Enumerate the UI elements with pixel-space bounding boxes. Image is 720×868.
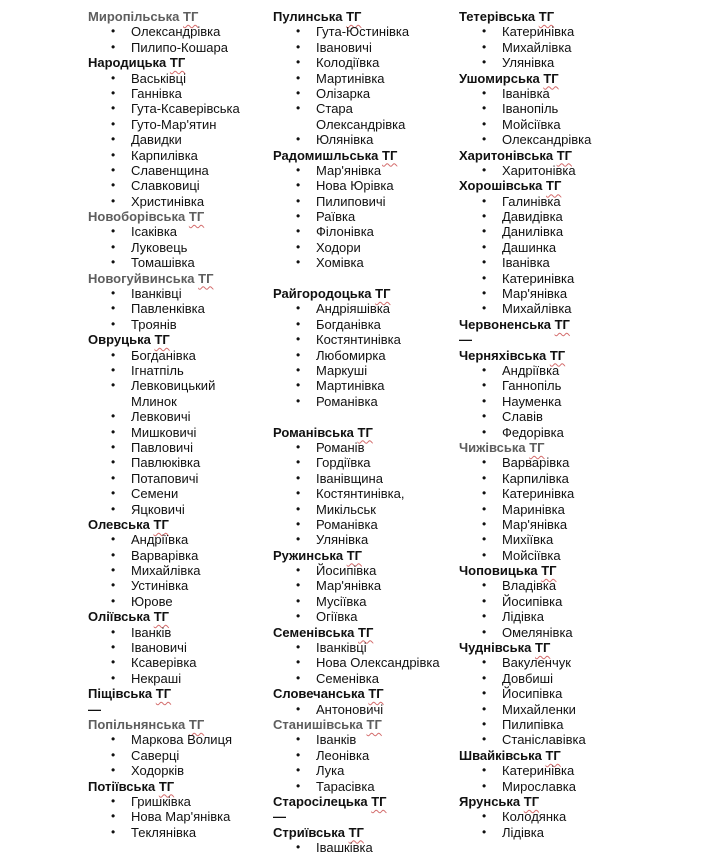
community-tg-label: ТГ [375,286,391,302]
community-tg-label: ТГ [169,55,186,71]
village-item: • Мишковичі [88,425,273,440]
village-item: • Івановичі [88,640,273,655]
village-item: • Карпилівка [88,148,273,163]
village-item: • Костянтинівка [273,332,458,347]
community-name: Новогуйвинська [88,270,195,286]
column-2 [273,9,458,855]
community-heading [459,178,659,193]
village-item: • Ходори [273,240,458,255]
village-item: • Омелянівка [459,625,659,640]
community-heading [88,779,273,794]
village-item: • Христинівка [88,194,273,209]
community-name: Оліївська [88,609,151,625]
village-item: • Славів [459,409,659,424]
community-heading [88,271,273,286]
community-tg-label: ТГ [371,793,387,809]
village-item: • Гордіївка [273,455,458,470]
village-item: • Давидівка [459,209,659,224]
community-name: Радомишльська [273,147,379,163]
community-name: Семенівська [273,624,355,640]
village-item: • Галинівка [459,194,659,209]
village-item: • Семени [88,486,273,501]
community-name: Швайківська [459,747,542,763]
community-tg-label: ТГ [198,270,214,286]
community-tg-label: ТГ [357,424,373,440]
village-item: • Михайлівка [459,40,659,55]
village-item: • Мартинівка [273,378,458,393]
community-heading [88,517,273,532]
community-tg-label: ТГ [188,716,205,732]
column-3 [459,9,659,840]
village-item: • Семенівка [273,671,458,686]
community-name: Райгородоцька [273,286,372,302]
village-item: • Некраші [88,671,273,686]
community-name: Ярунська [459,793,521,809]
community-heading [88,686,273,701]
village-item: • Улянівка [273,532,458,547]
community-heading [273,794,458,809]
village-item: • Філонівка [273,224,458,239]
community-heading [88,717,273,732]
village-item: • Стара [273,101,458,116]
village-item: • Федорівка [459,425,659,440]
community-tg-label: ТГ [543,70,559,86]
village-item: • Нова Юрівка [273,178,458,193]
village-item: • Романів [273,440,458,455]
community-name: Старосілецька [273,793,368,809]
village-item: • Микільськ [273,502,458,517]
community-heading [459,563,659,578]
community-tg-label: ТГ [523,793,540,809]
community-tg-label: ТГ [545,747,561,763]
community-tg-label: ТГ [346,9,362,24]
village-item: • Михайлівка [459,301,659,316]
community-name: Чоповицька [459,563,538,579]
village-item: • Гута-Ксаверівська [88,101,273,116]
community-name: Попільнянська [88,716,186,732]
village-item: • Павленківка [88,301,273,316]
village-item: • Олізарка [273,86,458,101]
community-tg-label: ТГ [546,178,562,194]
village-item: • Катеринівка [459,763,659,778]
village-item: • Довбиші [459,671,659,686]
village-item: • Пилипівка [459,717,659,732]
community-name: Станишівська [273,716,363,732]
village-item: • Троянів [88,317,273,332]
village-item: • Дашинка [459,240,659,255]
village-item: • Левковичі [88,409,273,424]
community-tg-label: ТГ [554,316,570,332]
community-tg-label: ТГ [368,686,384,702]
community-heading [459,748,659,763]
community-tg-label: ТГ [538,9,555,24]
community-heading [459,9,659,24]
village-item: • Андріївка [88,532,273,547]
village-item: • Антоновичі [273,702,458,717]
community-tg-label: ТГ [346,547,363,563]
village-item: • Карпилівка [459,471,659,486]
village-item: • Мартинівка [273,71,458,86]
village-item: • Нова Олександрівка [273,655,458,670]
village-item: • Іванків [273,732,458,747]
village-item: • Нова Мар'янівка [88,809,273,824]
village-item: • Михіївка [459,532,659,547]
community-heading [88,209,273,224]
community-heading [88,609,273,624]
village-item: • Харитонівка [459,163,659,178]
village-item: • Станіславівка [459,732,659,747]
village-item: • Іванівка [459,255,659,270]
community-heading [273,625,458,640]
empty-dash: — [459,332,472,348]
community-tg-label: ТГ [541,563,557,579]
community-heading [88,55,273,70]
village-item: • Мойсіївка [459,548,659,563]
community-name: Черняхівська [459,347,547,363]
empty-dash: — [273,809,286,825]
village-item: • Мар'янівка [459,286,659,301]
community-heading [273,425,458,440]
village-item: • Давидки [88,132,273,147]
village-item: • Івановичі [273,40,458,55]
village-item: • Михайлівка [88,563,273,578]
community-tg-label: ТГ [549,347,566,363]
village-item: • Саверці [88,748,273,763]
village-item-continuation: Млинок [131,393,177,409]
village-item: • Костянтинівка, [273,486,458,501]
village-item: • Колодіївка [273,55,458,70]
village-item: • Іванопіль [459,101,659,116]
village-item: • Лука [273,763,458,778]
village-item: • Гуто-Мар'ятин [88,117,273,132]
empty-dash: — [88,701,101,717]
community-name: Овруцька [88,332,151,348]
village-item: • Павловичі [88,440,273,455]
village-item: • Іванківці [88,286,273,301]
village-item: • Йосипівка [459,594,659,609]
community-name: Романівська [273,424,354,440]
village-item: • Васьківці [88,71,273,86]
community-name: Стриївська [273,824,345,840]
community-heading [273,686,458,701]
community-tg-label: ТГ [382,147,398,163]
village-item: • Лідівка [459,825,659,840]
village-item: • Лідівка [459,609,659,624]
community-tg-label: ТГ [188,209,205,225]
village-item: • Данилівка [459,224,659,239]
village-item: • Леонівка [273,748,458,763]
village-item: • Богданівка [88,348,273,363]
community-heading [273,9,458,24]
village-item: • Мар'янівка [459,517,659,532]
village-item: • Луковець [88,240,273,255]
village-item: • Теклянівка [88,825,273,840]
community-heading [459,317,659,332]
community-heading [459,71,659,86]
village-item: • Романівка [273,394,458,409]
village-item: • Романівка [273,517,458,532]
community-name: Червоненська [459,316,551,332]
village-item: • Науменка [459,394,659,409]
community-name: Ушомирська [459,70,540,86]
village-item: • Павлюківка [88,455,273,470]
community-tg-label: ТГ [556,147,572,163]
village-item: • Катеринівка [459,486,659,501]
community-heading [459,148,659,163]
community-heading [459,348,659,363]
community-heading [273,548,458,563]
community-tg-label: ТГ [153,609,170,625]
village-item: • Славковиці [88,178,273,193]
village-item: • Мар'янівка [273,578,458,593]
village-item: • Устинівка [88,578,273,593]
community-heading [273,717,458,732]
community-name: Словечанська [273,686,365,702]
village-item: • Вакуленчук [459,655,659,670]
community-heading [273,825,458,840]
community-name: Чуднівська [459,640,532,656]
village-item: • Михайленки [459,702,659,717]
village-item: • Огіївка [273,609,458,624]
community-tg-label: ТГ [348,824,364,840]
community-name: Новоборівська [88,209,186,225]
village-item: • Катеринівка [459,271,659,286]
community-tg-label: ТГ [358,624,374,640]
village-item: • Маринівка [459,502,659,517]
village-item: • Катеринівка [459,24,659,39]
community-tg-label: ТГ [366,716,382,732]
village-item: • Варварівка [88,548,273,563]
community-heading [88,332,273,347]
village-item: • Мусіївка [273,594,458,609]
village-item: • Ганнопіль [459,378,659,393]
village-item: • Маркова Волиця [88,732,273,747]
community-name: Народицька [88,55,167,71]
village-item: • Любомирка [273,348,458,363]
community-name: Ружинська [273,547,344,563]
village-item: • Хомівка [273,255,458,270]
village-item: • Ходорків [88,763,273,778]
spacer [273,271,458,286]
village-item: • Левковицький [88,378,273,393]
village-item: • Ганнівка [88,86,273,101]
village-item: • Колодянка [459,809,659,824]
community-heading [459,440,659,455]
spacer [273,409,458,424]
community-heading [459,640,659,655]
village-item: • Юрове [88,594,273,609]
village-item: • Пилиповичі [273,194,458,209]
community-tg-label: ТГ [155,686,172,702]
community-name: Потіївська [88,778,156,794]
village-item: • Мар'янівка [273,163,458,178]
village-item: • Івашківка [273,840,458,855]
village-item: • Варварівка [459,455,659,470]
community-heading [88,9,273,24]
community-heading [459,794,659,809]
village-item: • Раївка [273,209,458,224]
village-item: • Ксаверівка [88,655,273,670]
village-item: • Мойсіївка [459,117,659,132]
village-item: • Андріївка [459,363,659,378]
village-item: • Гута-Юстинівка [273,24,458,39]
village-item: • Йосипівка [273,563,458,578]
community-tg-label: ТГ [183,9,199,24]
community-name: Миропільська [88,9,180,24]
community-tg-label: ТГ [154,332,170,348]
community-heading [273,286,458,301]
community-name: Пулинська [273,9,343,24]
community-name: Чижівська [459,439,526,455]
village-item: • Потаповичі [88,471,273,486]
village-item: • Мирославка [459,779,659,794]
village-item: • Іванівка [459,86,659,101]
community-name: Хорошівська [459,178,543,194]
village-item: • Іванків [88,625,273,640]
village-item-continuation: Олександрівка [316,116,406,132]
community-name: Тетерівська [459,9,536,24]
village-item: • Богданівка [273,317,458,332]
village-item: • Яцковичі [88,502,273,517]
village-item: • Олександрівка [459,132,659,147]
community-heading [273,148,458,163]
village-item: • Тарасівка [273,779,458,794]
community-name: Олевська [88,516,150,532]
village-item: • Владівка [459,578,659,593]
village-item: • Олександрівка [88,24,273,39]
village-item: • Пилипо-Кошара [88,40,273,55]
village-item: • Іванківці [273,640,458,655]
village-item: • Ісаківка [88,224,273,239]
village-item: • Маркуші [273,363,458,378]
column-1 [88,9,273,840]
village-item: • Юлянівка [273,132,458,147]
community-tg-label: ТГ [158,778,175,794]
village-item: • Гришківка [88,794,273,809]
village-item: • Іванівщина [273,471,458,486]
community-tg-label: ТГ [529,439,545,455]
community-name: Харитонівська [459,147,554,163]
village-item: • Андріяшівка [273,301,458,316]
village-item: • Ігнатпіль [88,363,273,378]
village-item: • Славенщина [88,163,273,178]
village-item: • Томашівка [88,255,273,270]
community-name: Піщівська [88,686,153,702]
village-item: • Улянівка [459,55,659,70]
community-tg-label: ТГ [153,516,169,532]
community-tg-label: ТГ [535,640,551,656]
village-item: • Йосипівка [459,686,659,701]
